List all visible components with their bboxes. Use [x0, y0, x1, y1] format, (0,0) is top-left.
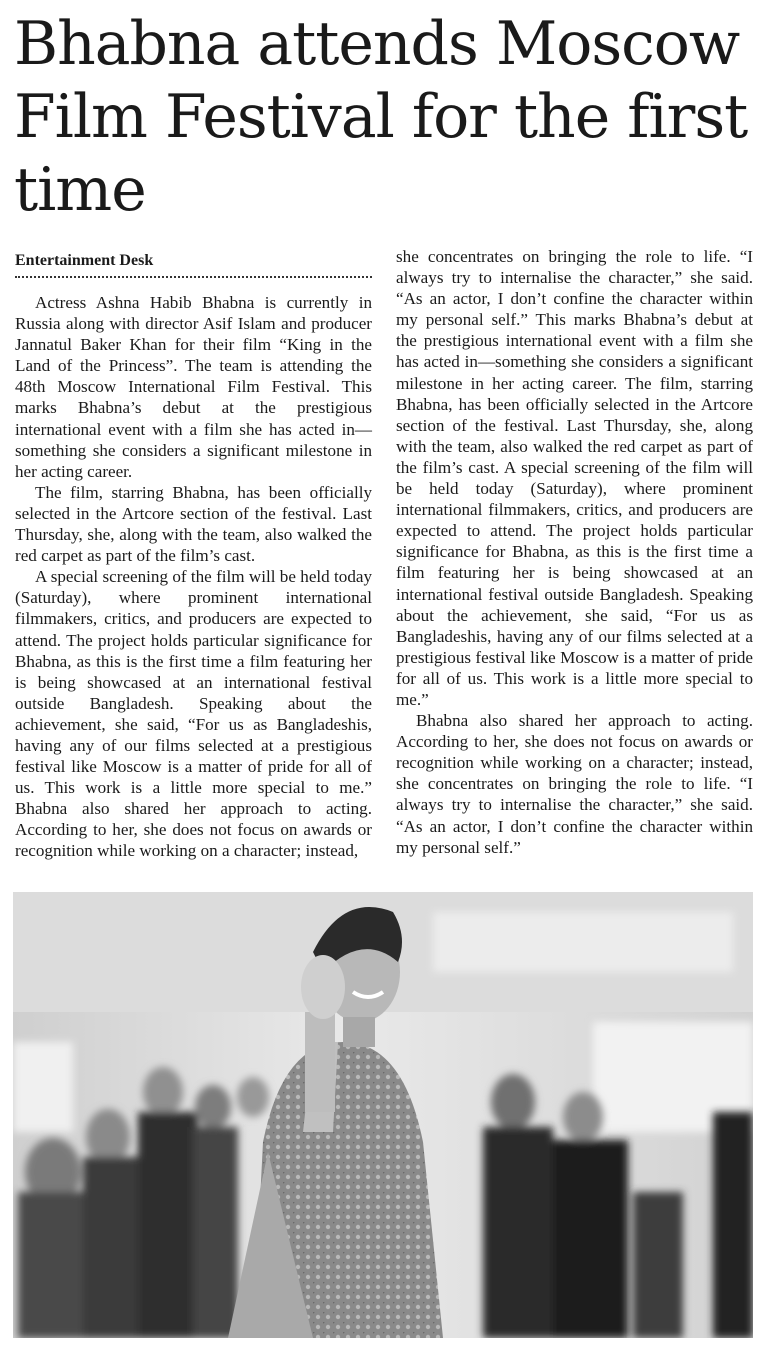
photo-actress-waving-icon: [13, 892, 753, 1338]
paragraph: A special screening of the film will be held today (Saturday), where prominent international filmmakers, critics, and producers are expected to attend. The project holds particular significance for Bhabna, as this is the first time a film featuring her is being showcased at an international festival outside Bangladesh. Speaking about the achievement, she said, “For us as Bangladeshis, having any of our films selected at a prestigious festival like Moscow is a matter of pride for all of us. This work is a little more special to me.” Bhabna also shared her approach to acting. According to her, she does not focus on awards or recognition while working on a character; instead,: [15, 567, 372, 861]
paragraph: Bhabna also shared her approach to acting. According to her, she does not focus on awards or recognition while working on a character; instead, she concentrates on bringing the role to life. “I always try to internalise the character,” she said. “As an actor, I don’t confine the character within my personal self.”: [396, 711, 753, 857]
headline: Bhabna attends Moscow Film Festival for the first time: [14, 9, 748, 225]
article-column-1: [15, 292, 372, 862]
article-column-2: [396, 246, 753, 858]
article-photo: [13, 892, 753, 1338]
paragraph: The film, starring Bhabna, has been officially selected in the Artcore section of the festival. Last Thursday, she, along with the team, also walked the red carpet as part of the film’s cast.: [15, 482, 372, 566]
paragraph: she concentrates on bringing the role to life. “I always try to internalise the character,” she said. “As an actor, I don’t confine the character within my personal self.” This marks Bhabna’s debut at the prestigious international event with a film she has acted in—something she considers a significant milestone in her acting career. The film, starring Bhabna, has been officially selected in the Artcore section of the festival. Last Thursday, she, along with the team, also walked the red carpet as part of the film’s cast. A special screening of the film will be held today (Saturday), where prominent international filmmakers, critics, and producers are expected to attend. The project holds particular significance for Bhabna, as this is the first time a film featuring her is being showcased at an international festival outside Bangladesh. Speaking about the achievement, she said, “For us as Bangladeshis, having any of our films selected at a prestigious festival like Moscow is a matter of pride for all of us. This work is a little more special to me.”: [396, 247, 753, 709]
byline: Entertainment Desk: [15, 252, 372, 278]
paragraph: Actress Ashna Habib Bhabna is currently in Russia along with director Asif Islam and producer Jannatul Baker Khan for their film “King in the Land of the Princess”. The team is attending the 48th Moscow International Film Festival. This marks Bhabna’s debut at the prestigious international event with a film she has acted in—something she considers a significant milestone in her acting career.: [15, 293, 372, 481]
